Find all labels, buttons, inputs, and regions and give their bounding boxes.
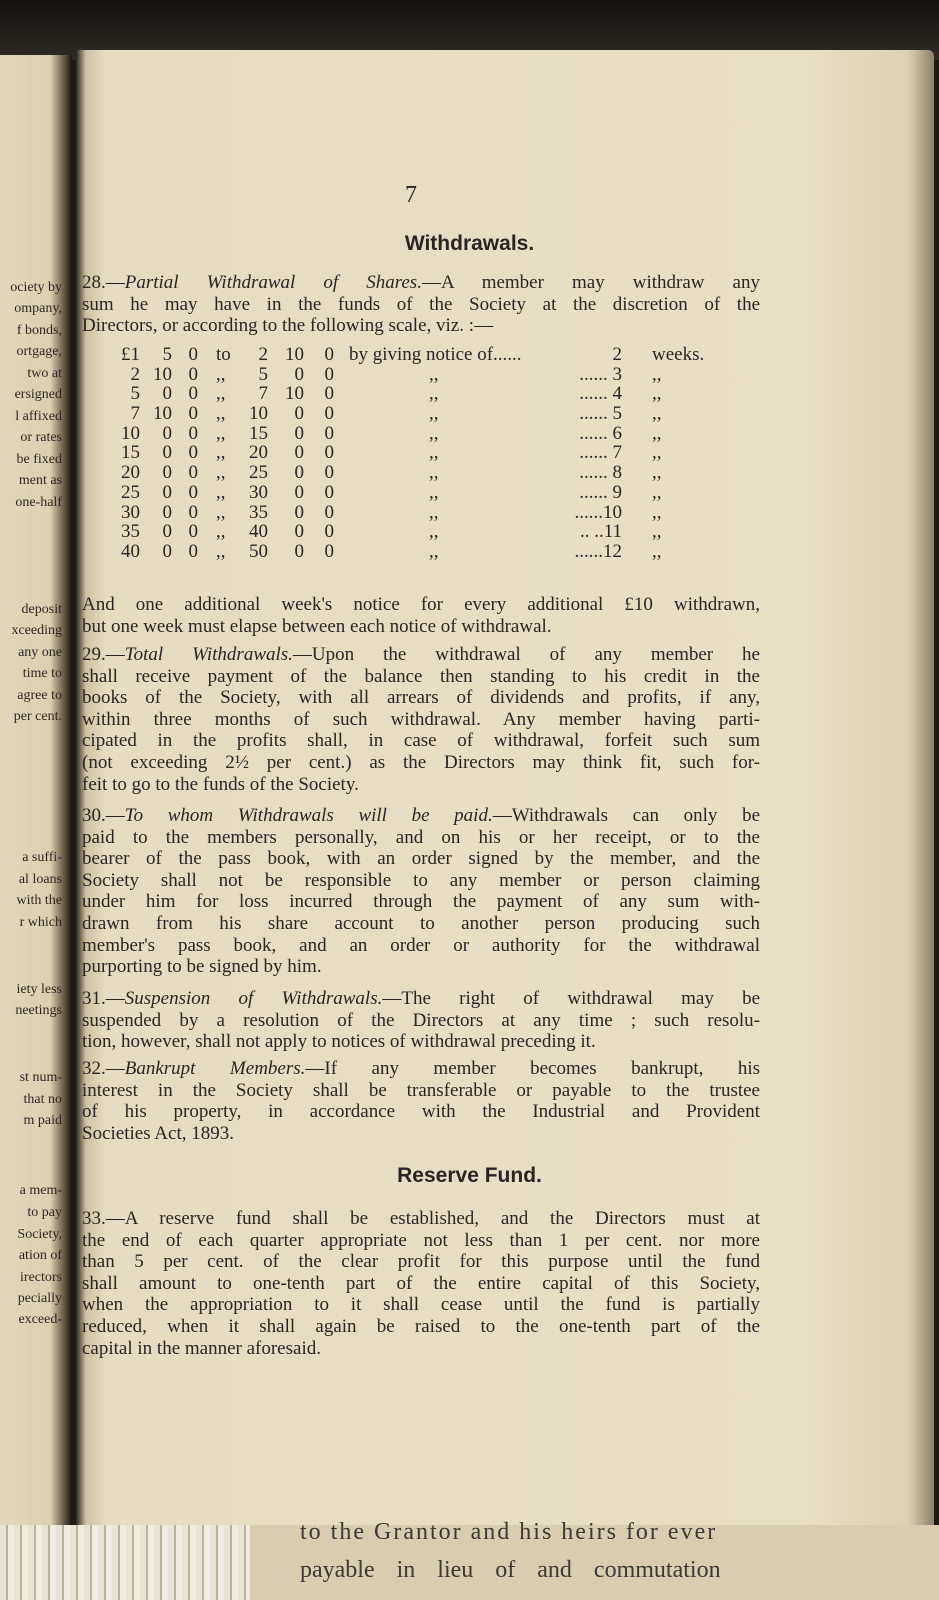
table-cell: 0 xyxy=(162,383,172,405)
table-cell: 0 xyxy=(324,462,334,484)
left-page-line: or rates xyxy=(20,430,62,445)
table-cell: 2 xyxy=(612,344,622,365)
table-cell: 0 xyxy=(294,422,304,444)
table-cell: ,, xyxy=(652,501,662,523)
left-page-line: irectors xyxy=(20,1270,62,1285)
table-cell: ,, xyxy=(429,481,439,503)
left-page-line: f bonds, xyxy=(16,323,62,338)
table-cell: ,, xyxy=(652,383,662,405)
table-cell: 30 xyxy=(249,481,268,503)
left-page-line: ortgage, xyxy=(16,344,62,359)
table-cell: 0 xyxy=(324,383,334,405)
table-cell: 0 xyxy=(162,540,172,562)
left-page-line: neetings xyxy=(15,1003,62,1018)
table-cell: ,, xyxy=(429,521,439,543)
left-page-line: pecially xyxy=(17,1291,62,1306)
paragraph-title: To whom Withdrawals will be paid. xyxy=(124,805,493,826)
table-cell: 0 xyxy=(324,403,334,425)
paragraph-line: drawn from his share account to another person producing such xyxy=(82,912,760,934)
paragraph-text: —The right of withdrawal may be xyxy=(382,988,761,1009)
table-cell: 10 xyxy=(153,363,172,385)
table-cell: ,, xyxy=(652,521,662,543)
table-cell: 10 xyxy=(121,422,140,444)
paragraph-line: feit to go to the funds of the Society. xyxy=(82,773,359,795)
paragraph-number: 32.— xyxy=(82,1058,125,1079)
left-page-line: Society, xyxy=(17,1227,62,1242)
left-page-line: ompany, xyxy=(14,301,62,316)
table-cell: 0 xyxy=(324,344,334,365)
paragraph-line: bearer of the pass book, with an order signed by the member, and the xyxy=(82,848,760,870)
table-cell: ...... 8 xyxy=(579,462,622,484)
paragraph-31 xyxy=(82,988,760,1053)
table-cell: 0 xyxy=(294,442,304,464)
paragraph-line: Society shall not be responsible to any member or person claiming xyxy=(82,869,760,891)
table-cell: 7 xyxy=(258,383,268,405)
paragraph-first-line xyxy=(82,272,760,294)
paragraph-line: member's pass book, and an order or authority for the withdrawal xyxy=(82,934,760,956)
paragraph-line: And one additional week's notice for every additional £10 withdrawn, xyxy=(82,594,760,615)
table-cell: 30 xyxy=(121,501,140,523)
table-cell: 0 xyxy=(294,462,304,484)
table-cell: 0 xyxy=(188,462,198,484)
table-cell: ...... 5 xyxy=(579,403,622,425)
paragraph-line: of his property, in accordance with the Industrial and Provident xyxy=(82,1101,760,1123)
left-page-line: a mem- xyxy=(19,1183,62,1198)
left-page-line: ment as xyxy=(18,473,62,488)
table-cell: ,, xyxy=(216,383,226,405)
paragraph-line: but one week must elapse between each notice of withdrawal. xyxy=(82,615,552,637)
table-cell: 35 xyxy=(121,521,140,543)
paragraph-first-line xyxy=(82,805,760,827)
left-page-line: any one xyxy=(18,645,62,660)
table-cell: ,, xyxy=(216,540,226,562)
table-cell: ......12 xyxy=(574,540,622,562)
table-cell: ,, xyxy=(652,422,662,444)
table-cell: ,, xyxy=(652,540,662,562)
table-cell: 0 xyxy=(162,501,172,523)
table-cell: to xyxy=(216,344,231,365)
table-cell: ,, xyxy=(429,422,439,444)
table-cell: 10 xyxy=(249,403,268,425)
table-cell: ,, xyxy=(429,540,439,562)
paragraph-32 xyxy=(82,1058,760,1144)
table-cell: ,, xyxy=(216,481,226,503)
facing-line-2: payable in lieu of and commutation xyxy=(300,1557,721,1583)
paragraph-line: shall amount to one-tenth part of the entire capital of this Society, xyxy=(82,1272,760,1294)
table-cell: by giving notice of...... xyxy=(349,344,522,365)
left-page-line: deposit xyxy=(21,602,62,617)
left-page-line: with the xyxy=(16,893,62,908)
paragraph-title: Partial Withdrawal of Shares. xyxy=(124,272,422,293)
paragraph-number: 30.— xyxy=(82,805,125,826)
paragraph-title: Suspension of Withdrawals. xyxy=(124,988,383,1009)
paragraph-line: under him for loss incurred through the payment of any sum with- xyxy=(82,891,760,913)
table-cell: 0 xyxy=(188,540,198,562)
table-cell: 0 xyxy=(294,403,304,425)
table-cell: 0 xyxy=(324,481,334,503)
left-page-line: st num- xyxy=(19,1070,62,1085)
paragraph-first-line xyxy=(82,644,760,666)
table-cell: weeks. xyxy=(652,344,705,365)
paragraph-line: Directors, or according to the following scale, viz. :— xyxy=(82,315,494,337)
left-page-line: ersigned xyxy=(14,387,62,402)
paragraph-number: 28.— xyxy=(82,272,125,293)
table-cell: 0 xyxy=(324,422,334,444)
table-cell: ,, xyxy=(429,462,439,484)
table-cell: 0 xyxy=(162,422,172,444)
facing-page-bottom xyxy=(0,1519,939,1600)
section-heading-reserve-fund: Reserve Fund. xyxy=(397,1164,542,1187)
paragraph-text: —If any member becomes bankrupt, his xyxy=(305,1058,760,1079)
table-cell: ...... 9 xyxy=(579,481,622,503)
paragraph-33 xyxy=(82,1208,760,1359)
table-cell: ,, xyxy=(216,521,226,543)
table-cell: ,, xyxy=(429,363,439,385)
paragraph-number: 31.— xyxy=(82,988,125,1009)
paragraph-29 xyxy=(82,644,760,795)
table-cell: 35 xyxy=(249,501,268,523)
left-page-line: time to xyxy=(22,666,62,681)
table-cell: ,, xyxy=(216,462,226,484)
table-cell: ,, xyxy=(429,403,439,425)
left-page-line: exceed- xyxy=(18,1312,62,1327)
left-page-line: al loans xyxy=(18,872,62,887)
table-cell: ,, xyxy=(652,363,662,385)
table-cell: 10 xyxy=(285,383,304,405)
page-number: 7 xyxy=(405,182,417,208)
table-cell: 0 xyxy=(188,481,198,503)
table-cell: ......10 xyxy=(574,501,622,523)
paragraph-text: —Withdrawals can only be xyxy=(492,805,761,826)
table-cell: 0 xyxy=(324,363,334,385)
paragraph-line: cipated in the profits shall, in case of withdrawal, forfeit such sum xyxy=(82,730,760,752)
paragraph-line: purporting to be signed by him. xyxy=(82,956,322,978)
left-page-line: a suffi- xyxy=(22,850,62,865)
table-cell: 40 xyxy=(121,540,140,562)
table-cell: ,, xyxy=(216,403,226,425)
table-cell: 5 xyxy=(130,383,140,405)
table-cell: 0 xyxy=(294,501,304,523)
left-page-line: r which xyxy=(19,915,62,930)
paragraph-line: reduced, when it shall again be raised to the one-tenth part of the xyxy=(82,1315,760,1337)
table-cell: ...... 3 xyxy=(579,363,622,385)
table-cell: 2 xyxy=(130,363,140,385)
left-page-line: be fixed xyxy=(16,452,62,467)
table-cell: 0 xyxy=(324,442,334,464)
table-cell: 15 xyxy=(121,442,140,464)
paragraph-line: paid to the members personally, and on his or her receipt, or to the xyxy=(82,826,760,848)
table-cell: 7 xyxy=(130,403,140,425)
left-page-line: that no xyxy=(23,1092,62,1107)
table-cell: 0 xyxy=(188,383,198,405)
table-cell: ,, xyxy=(216,442,226,464)
table-cell: ,, xyxy=(652,481,662,503)
table-cell: ,, xyxy=(216,363,226,385)
table-cell: £1 xyxy=(121,344,140,365)
table-cell: 2 xyxy=(258,344,268,365)
paragraph-first-line: 33.—A reserve fund shall be established, and the Directors must at xyxy=(82,1208,760,1229)
paragraph-first-line xyxy=(82,1058,760,1080)
table-cell: 10 xyxy=(285,344,304,365)
table-cell: 50 xyxy=(249,540,268,562)
table-cell: 25 xyxy=(249,462,268,484)
table-cell: 0 xyxy=(188,521,198,543)
table-cell: .. ..11 xyxy=(579,521,622,543)
table-cell: ...... 4 xyxy=(579,383,622,405)
table-cell: 0 xyxy=(162,442,172,464)
left-page-line: ociety by xyxy=(10,280,62,295)
table-cell: 0 xyxy=(188,442,198,464)
table-cell: 0 xyxy=(188,422,198,444)
table-cell: ,, xyxy=(216,501,226,523)
left-page-line: iety less xyxy=(16,982,62,997)
paragraph-line: when the appropriation to it shall cease until the fund is partially xyxy=(82,1294,760,1316)
table-cell: ...... 6 xyxy=(579,422,622,444)
page-edges xyxy=(0,1525,250,1600)
paragraph-text: —A member may withdraw any xyxy=(421,272,760,293)
table-cell: 5 xyxy=(258,363,268,385)
table-cell: 0 xyxy=(188,363,198,385)
table-cell: 0 xyxy=(162,521,172,543)
paragraph-line: the end of each quarter appropriate not less than 1 per cent. nor more xyxy=(82,1229,760,1251)
left-page-line: xceeding xyxy=(11,623,62,638)
table-cell: 0 xyxy=(294,521,304,543)
paragraph-line: suspended by a resolution of the Directors at any time ; such resolu- xyxy=(82,1009,760,1031)
table-cell: ,, xyxy=(216,422,226,444)
paragraph-line: (not exceeding 2½ per cent.) as the Directors may think fit, such for- xyxy=(82,751,760,773)
paragraph-28 xyxy=(82,272,760,337)
table-cell: 0 xyxy=(188,501,198,523)
table-cell: 0 xyxy=(294,481,304,503)
table-cell: 20 xyxy=(249,442,268,464)
table-cell: 0 xyxy=(188,403,198,425)
table-cell: ...... 7 xyxy=(579,442,622,464)
table-cell: 0 xyxy=(294,540,304,562)
table-cell: 0 xyxy=(294,363,304,385)
table-cell: 0 xyxy=(162,462,172,484)
left-page-line: two at xyxy=(27,366,62,381)
left-page-line: agree to xyxy=(17,688,62,703)
facing-line-1: to the Grantor and his heirs for ever xyxy=(300,1519,718,1545)
table-cell: ,, xyxy=(652,403,662,425)
table-cell: 20 xyxy=(121,462,140,484)
table-cell: 0 xyxy=(324,501,334,523)
table-cell: 0 xyxy=(162,481,172,503)
left-page-line: per cent. xyxy=(13,709,62,724)
table-cell: 10 xyxy=(153,403,172,425)
paragraph-line: Societies Act, 1893. xyxy=(82,1122,234,1144)
paragraph-line: books of the Society, with all arrears of dividends and profits, if any, xyxy=(82,687,760,709)
paragraph-line: than 5 per cent. of the clear profit for this purpose until the fund xyxy=(82,1251,760,1273)
table-cell: 0 xyxy=(188,344,198,365)
paragraph-line: shall receive payment of the balance then standing to his credit in the xyxy=(82,665,760,687)
section-heading-withdrawals: Withdrawals. xyxy=(404,232,535,255)
paragraph-line: interest in the Society shall be transferable or payable to the trustee xyxy=(82,1079,760,1101)
table-cell: ,, xyxy=(429,442,439,464)
paragraph-30 xyxy=(82,805,760,978)
table-cell: 0 xyxy=(324,521,334,543)
left-page-line: ation of xyxy=(18,1248,62,1263)
table-cell: 5 xyxy=(162,344,172,365)
table-cell: 0 xyxy=(324,540,334,562)
table-cell: 40 xyxy=(249,521,268,543)
table-cell: ,, xyxy=(652,462,662,484)
table-cell: 25 xyxy=(121,481,140,503)
paragraph-line: within three months of such withdrawal. Any member having parti- xyxy=(82,708,760,730)
paragraph-number: 29.— xyxy=(82,644,125,665)
left-page-line: to pay xyxy=(27,1205,62,1220)
left-facing-page xyxy=(0,55,72,1525)
paragraph-line: sum he may have in the funds of the Society at the discretion of the xyxy=(82,293,760,315)
table-cell: ,, xyxy=(652,442,662,464)
paragraph-title: Total Withdrawals. xyxy=(124,644,293,665)
paragraph-line: tion, however, shall not apply to notices of withdrawal preceding it. xyxy=(82,1031,596,1053)
table-cell: ,, xyxy=(429,383,439,405)
paragraph-title: Bankrupt Members. xyxy=(124,1058,306,1079)
paragraph-line: capital in the manner aforesaid. xyxy=(82,1337,321,1359)
left-page-line: l affixed xyxy=(15,409,62,424)
paragraph-first-line xyxy=(82,988,760,1010)
table-cell: ,, xyxy=(429,501,439,523)
paragraph-text: —Upon the withdrawal of any member he xyxy=(292,644,760,665)
table-cell: 15 xyxy=(249,422,268,444)
left-page-line: m paid xyxy=(23,1113,62,1128)
left-page-line: one-half xyxy=(15,495,62,510)
additional-notice-text xyxy=(82,594,760,637)
